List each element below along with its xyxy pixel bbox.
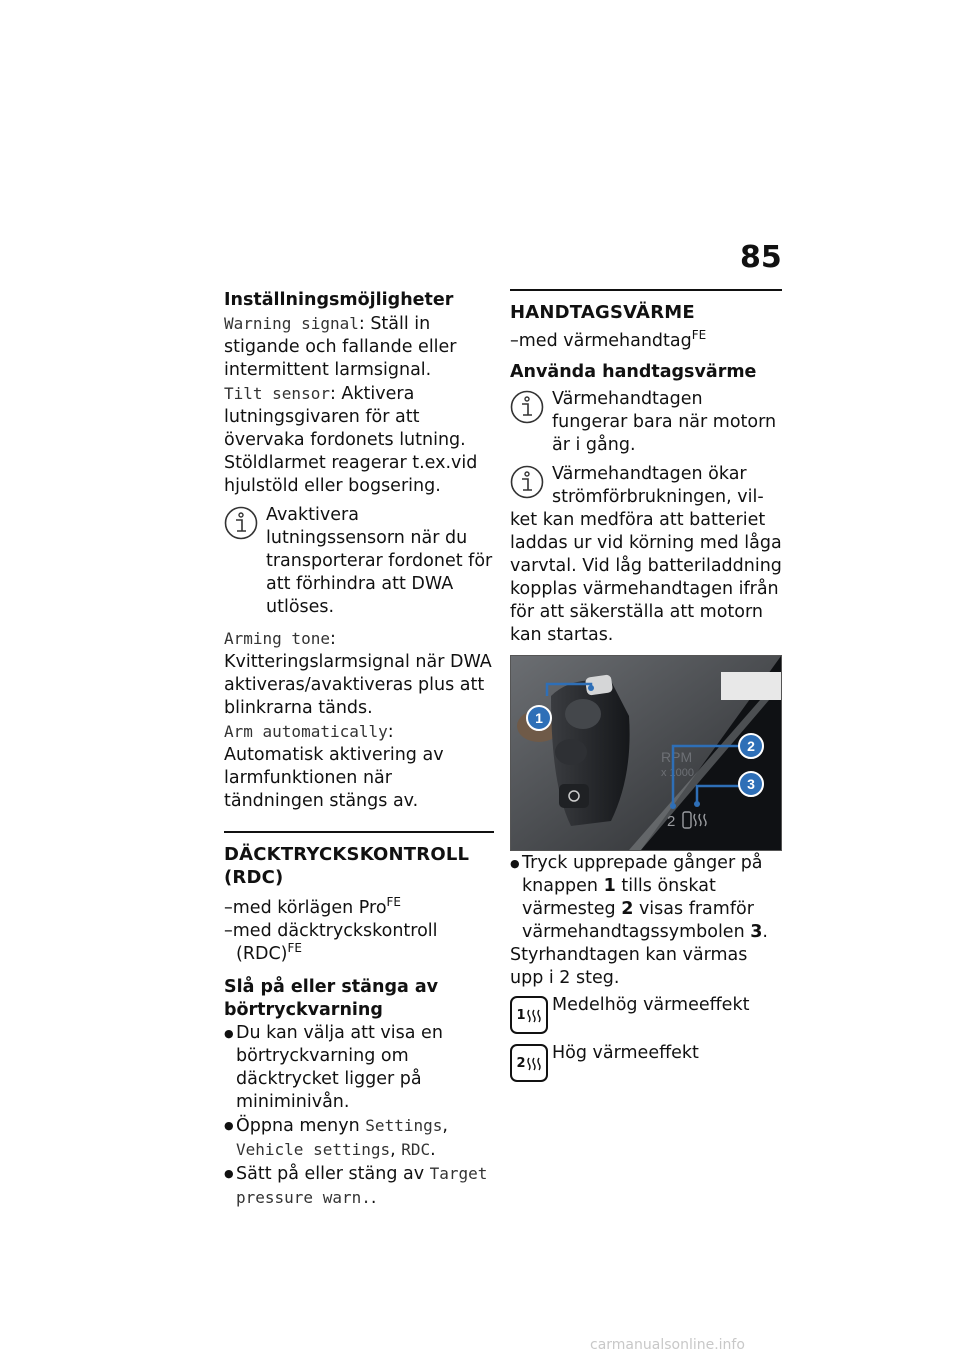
note-power-consumption — [510, 463, 782, 509]
rdc-bullet-2 — [224, 1114, 494, 1162]
rdc-bullet-2-sep: , — [442, 1116, 448, 1136]
rpm-unit: x 1000 — [661, 767, 695, 779]
heat-level-1-digit: 1 — [516, 1007, 526, 1023]
heat-level-digit: 2 — [667, 813, 676, 830]
info-icon — [510, 390, 544, 424]
warning-signal-text: : Ställ in stigande och fallande eller intermittent larmsignal. — [224, 314, 457, 380]
heated-grips-dash-text: –med värmehandtag — [510, 331, 692, 351]
heat-level-high — [510, 1042, 782, 1084]
callout-3: 3 — [747, 776, 755, 792]
handlebar-illustration — [511, 656, 781, 850]
heat-waves-icon — [526, 1054, 542, 1072]
tilt-sensor-code: Tilt sensor — [224, 384, 330, 403]
rdc-bullet-3 — [224, 1162, 494, 1210]
note-tilt — [224, 504, 494, 619]
arm-auto-code: Arm automatically — [224, 722, 388, 741]
bullet-press-button — [510, 852, 782, 944]
rdc-bullet-2-sep-2: , — [390, 1140, 402, 1160]
note-engine-running-text: Värmehandtagen fungerar bara när motorn är i gång. — [552, 389, 777, 455]
info-icon — [510, 465, 544, 499]
arming-tone-text: : Kvitteringslarmsignal när DWA aktiveras/avaktiveras plus att blinkrarna tänds. — [224, 629, 492, 718]
bullet-press-ref-3: 3 — [750, 922, 763, 942]
heat-level-medium — [510, 994, 782, 1036]
callout-1: 1 — [535, 710, 543, 726]
warning-signal-code: Warning signal — [224, 314, 359, 333]
rdc-bullet-2-code-rdc: RDC — [401, 1140, 431, 1159]
settings-title: Inställningsmöjligheter — [224, 290, 454, 310]
arm-auto-text: : Automatisk aktivering av larmfunktionen när tändningen stängs av. — [224, 722, 444, 811]
heat-level-1-icon — [510, 996, 548, 1034]
rdc-dash-2-text: –med däcktryckskontroll (RDC) — [224, 921, 438, 964]
rdc-bullet-2-end: . — [430, 1140, 436, 1160]
rdc-dash-2-sup: FE — [287, 941, 302, 956]
bullet-press-ref-2: 2 — [621, 899, 634, 919]
bullet-press-ref-1: 1 — [603, 876, 616, 896]
arming-tone-code: Arming tone — [224, 629, 330, 648]
tilt-sensor-text: : Aktivera lutningsgivaren för att övervaka fordonets lutning. Stöldlarmet reagerar t.ex.vid hjulstöld eller bogsering. — [224, 384, 478, 496]
bullet-press-mid-2: visas framför värmehandtagssymbolen — [522, 899, 754, 942]
arming-tone-paragraph — [224, 627, 494, 720]
rdc-dash-1-sup: FE — [386, 895, 402, 910]
rdc-bullet-2-code-vehicle: Vehicle settings — [236, 1140, 391, 1159]
rdc-heading: DÄCKTRYCKSKONTROLL (RDC) — [224, 831, 494, 889]
bullet-press-mid: tills önskat värmesteg — [522, 876, 716, 919]
callout-2: 2 — [747, 738, 755, 754]
bullet-press-end: . — [762, 922, 768, 942]
rdc-dash-2 — [224, 920, 494, 966]
heat-waves-icon — [526, 1006, 542, 1024]
heat-levels-text: Styrhandtagen kan värmas upp i 2 steg. — [510, 945, 748, 988]
rdc-bullet-2-code-settings: Settings — [365, 1116, 443, 1135]
right-column — [510, 289, 782, 676]
note-power-consumption-rest: ket kan medföra att batteriet laddas ur vid körning med låga varvtal. Vid låg batteriladdning kopplas värmehandtagen ifrån för att säkerställa att motorn kan startas. — [510, 510, 782, 645]
bullet-press-pre: Tryck upprepade gånger på knappen — [522, 853, 763, 896]
handlebar-figure — [510, 655, 782, 851]
heat-level-2-label: Hög värmeeffekt — [552, 1043, 699, 1063]
tilt-sensor-paragraph — [224, 382, 494, 498]
rdc-bullet-3-code: Target pressure warn. — [236, 1164, 488, 1207]
rdc-dash-1-text: –med körlägen Pro — [224, 898, 387, 918]
rdc-bullet-3-pre: Sätt på eller stäng av — [236, 1164, 430, 1184]
heated-grips-heading: HANDTAGSVÄRME — [510, 289, 782, 324]
note-engine-running — [510, 388, 782, 457]
rdc-bullet-1: ● Du kan välja att visa en börtryckvarning om däcktrycket ligger på miniminivån. — [224, 1022, 494, 1114]
heat-level-2-digit: 2 — [516, 1055, 526, 1071]
rdc-dash-1 — [224, 897, 494, 920]
heated-grips-subheading: Använda handtagsvärme — [510, 362, 757, 382]
heat-level-1-label: Medelhög värmeeffekt — [552, 995, 750, 1015]
heated-grips-dash — [510, 330, 782, 353]
watermark: carmanualsonline.info — [590, 1337, 745, 1353]
arm-auto-paragraph — [224, 720, 494, 813]
rdc-bullet-2-pre: Öppna menyn — [236, 1116, 366, 1136]
rpm-label: RPM — [661, 749, 693, 765]
note-tilt-text: Avaktivera lutningssensorn när du transporterar fordonet för att förhindra att DWA utlöses. — [266, 505, 493, 617]
note-power-consumption-start: Värmehandtagen ökar strömförbrukningen, vil- — [552, 464, 764, 507]
right-column-lower — [510, 852, 782, 1084]
page-number: 85 — [740, 240, 782, 275]
rdc-bullet-3-end: . — [370, 1188, 377, 1208]
heated-grips-dash-sup: FE — [691, 328, 707, 343]
info-icon — [224, 506, 258, 540]
left-column — [224, 289, 494, 1210]
rdc-subheading: Slå på eller stänga av börtryckvarning — [224, 977, 439, 1020]
heat-level-2-icon — [510, 1044, 548, 1082]
warning-signal-paragraph — [224, 312, 494, 382]
